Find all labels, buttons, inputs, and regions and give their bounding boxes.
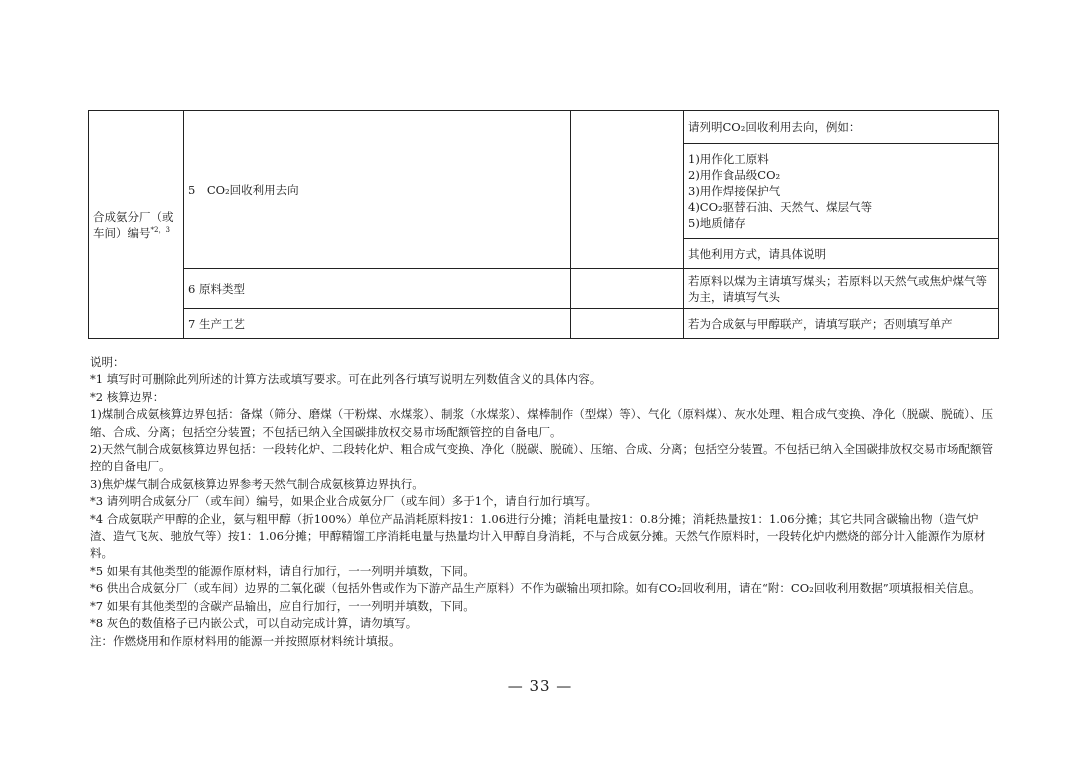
row7-hint: 若为合成氨与甲醇联产，请填写联产；否则填写单产: [684, 309, 999, 339]
row7-label: 7 生产工艺: [184, 309, 571, 339]
note-item: 注：作燃烧用和作原材料用的能源一并按照原材料统计填报。: [90, 633, 401, 648]
data-form-table: [88, 110, 999, 339]
row5-hint-footer: 其他利用方式，请具体说明: [684, 239, 999, 269]
hint-item: 4)CO₂驱替石油、天然气、煤层气等: [688, 200, 873, 214]
notes-section: [90, 354, 995, 650]
row5-hint-header: 请列明CO₂回收利用去向，例如：: [684, 111, 999, 144]
note-item: *5 如果有其他类型的能源作原材料，请自行加行，一一列明并填数，下同。: [90, 563, 475, 578]
note-item: *4 合成氨联产甲醇的企业，氨与粗甲醇（折100%）单位产品消耗原料按1：1.06进行分摊；消耗电量按1：0.8分摊；消耗热量按1：1.06分摊；其它共同含碳输出物（造气炉渣、造气飞灰、驰放气等）按1：1.06分摊；甲醇精馏工序消耗电量与热量均计入甲醇自身消耗，不与合成氨分摊。天然气作原料时，一段转化炉内燃烧的部分计入能源作为原材料。: [90, 511, 986, 561]
note-item: *2 核算边界：: [90, 389, 165, 404]
note-item: *8 灰色的数值格子已内嵌公式，可以自动完成计算，请勿填写。: [90, 616, 418, 631]
group-label: 合成氨分厂（或车间）编号: [93, 209, 174, 240]
page-number: — 33 —: [507, 677, 573, 695]
note-item: 2)天然气制合成氨核算边界包括：一段转化炉、二段转化炉、粗合成气变换、净化（脱碳、脱硫）、压缩、合成、分离；包括空分装置。不包括已纳入全国碳排放权交易市场配额管控的自备电厂。: [90, 442, 994, 474]
note-item: *6 供出合成氨分厂（或车间）边界的二氧化碳（包括外售或作为下游产品生产原料）不作为碳输出项扣除。如有CO₂回收利用，请在“附：CO₂回收利用数据”项填报相关信息。: [90, 581, 981, 596]
hint-item: 2)用作食品级CO₂: [688, 168, 781, 182]
note-item: *3 请列明合成氨分厂（或车间）编号，如果企业合成氨分厂（或车间）多于1个，请自行加行填写。: [90, 494, 598, 509]
hint-item: 1)用作化工原料: [688, 152, 769, 166]
row5-hint-list: [684, 144, 999, 239]
row5-value-cell[interactable]: [571, 111, 684, 269]
note-item: *1 填写时可删除此列所述的计算方法或填写要求。可在此列各行填写说明左列数值含义的具体内容。: [90, 372, 602, 387]
row5-label-cell: [184, 111, 571, 269]
row6-label: 6 原料类型: [184, 269, 571, 309]
note-item: 1)煤制合成氨核算边界包括：备煤（筛分、磨煤（干粉煤、水煤浆）、制浆（水煤浆）、煤棒制作（型煤）等）、气化（原料煤）、灰水处理、粗合成气变换、净化（脱碳、脱硫）、压缩、合成、分离；包括空分装置；不包括已纳入全国碳排放权交易市场配额管控的自备电厂。: [90, 407, 994, 439]
row5-label: 5 CO₂回收利用去向: [188, 182, 299, 197]
hint-item: 5)地质储存: [688, 216, 746, 230]
row6-value-cell[interactable]: [571, 269, 684, 309]
group-label-cell: [89, 111, 184, 339]
hint-item: 3)用作焊接保护气: [688, 184, 781, 198]
row7-value-cell[interactable]: [571, 309, 684, 339]
note-item: 3)焦炉煤气制合成氨核算边界参考天然气制合成氨核算边界执行。: [90, 476, 424, 491]
row6-hint: 若原料以煤为主请填写煤头；若原料以天然气或焦炉煤气等为主，请填写气头: [684, 269, 999, 309]
notes-title: 说明：: [90, 355, 125, 369]
group-label-footnote: *2，3: [150, 225, 170, 234]
note-item: *7 如果有其他类型的含碳产品输出，应自行加行，一一列明并填数，下同。: [90, 598, 475, 613]
